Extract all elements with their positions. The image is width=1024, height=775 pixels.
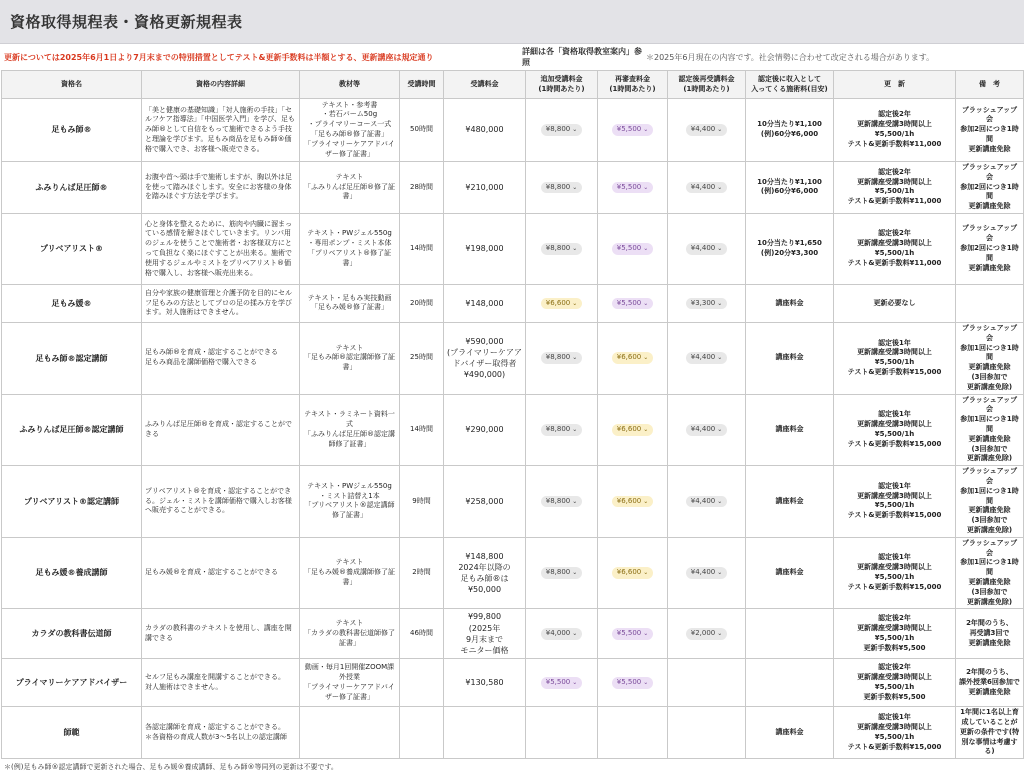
- additional-fee: [526, 609, 598, 659]
- chevron-down-icon: ⌄: [717, 569, 723, 577]
- reexam-fee: [598, 162, 668, 214]
- chevron-down-icon: ⌄: [717, 245, 723, 253]
- additional-fee: [526, 213, 598, 284]
- course-hours: 20時間: [400, 284, 444, 322]
- reexam-fee: [598, 322, 668, 394]
- table-row: [2, 99, 1024, 162]
- fee-badge[interactable]: ¥5,500 ⌄: [612, 182, 654, 194]
- renewal-terms: 認定後2年 更新講座受講3時間以上 ¥5,500/1h テスト&更新手数料¥11,000: [834, 213, 956, 284]
- fee-badge[interactable]: ¥3,300 ⌄: [686, 298, 728, 310]
- additional-fee: [526, 537, 598, 609]
- expected-income: 講座料金: [746, 466, 834, 538]
- course-hours: [400, 659, 444, 707]
- title-bar: [0, 0, 1024, 44]
- chevron-down-icon: ⌄: [572, 497, 578, 505]
- qualification-details: 足もみ師®を育成・認定することができる 足もみ商品を講師価格で購入できる: [142, 322, 300, 394]
- chevron-down-icon: ⌄: [643, 354, 649, 362]
- course-fee: [444, 707, 526, 759]
- remarks: 1年間に1名以上育成していることが更新の条件です(特別な事情は考慮する): [956, 707, 1024, 759]
- qualification-details: 心と身体を整えるために、筋肉や内臓に溜まっている感情を解きほぐしていきます。リンパ用のジェルを使うことで施術者・お客様双方にとって負担なく楽にほぐすことが出来る。施術で使用するジェルやミストをプリベアリスト®価格で購入し、お客様へ販売出来る。: [142, 213, 300, 284]
- chevron-down-icon: ⌄: [572, 245, 578, 253]
- fee-badge[interactable]: ¥4,400 ⌄: [686, 124, 728, 136]
- additional-fee: [526, 162, 598, 214]
- chevron-down-icon: ⌄: [643, 245, 649, 253]
- qualification-name: カラダの教科書伝道師: [2, 609, 142, 659]
- header-notes: 備 考: [956, 71, 1024, 99]
- qualification-details: セルフ足もみ講座を開講することができる。 対人施術はできません。: [142, 659, 300, 707]
- materials: テキスト・足もみ実技動画 「足もみ媛®修了証書」: [300, 284, 400, 322]
- fee-badge[interactable]: ¥5,500 ⌄: [612, 124, 654, 136]
- retake-fee: [668, 707, 746, 759]
- reexam-fee: [598, 537, 668, 609]
- header-details: 資格の内容詳細: [142, 71, 300, 99]
- course-fee: ¥198,000: [444, 213, 526, 284]
- chevron-down-icon: ⌄: [572, 354, 578, 362]
- table-row: [2, 284, 1024, 322]
- additional-fee: [526, 466, 598, 538]
- materials: テキスト・PWジェル550g ・ミスト詰替え1本 「プリベアリスト®認定講師修了証書」: [300, 466, 400, 538]
- fee-badge[interactable]: ¥8,800 ⌄: [541, 182, 583, 194]
- retake-fee: [668, 162, 746, 214]
- chevron-down-icon: ⌄: [572, 299, 578, 307]
- header-fee: 受講料金: [444, 71, 526, 99]
- fee-badge[interactable]: ¥8,800 ⌄: [541, 352, 583, 364]
- fee-badge[interactable]: ¥5,500 ⌄: [612, 298, 654, 310]
- reexam-fee: [598, 284, 668, 322]
- fee-badge[interactable]: ¥5,500 ⌄: [612, 677, 654, 689]
- renewal-terms: 更新必要なし: [834, 284, 956, 322]
- course-fee: ¥148,000: [444, 284, 526, 322]
- chevron-down-icon: ⌄: [572, 425, 578, 433]
- chevron-down-icon: ⌄: [717, 425, 723, 433]
- expected-income: 講座料金: [746, 707, 834, 759]
- materials: テキスト・PWジェル550g ・専用ポンプ・ミスト本体 「プリベアリスト®修了証書」: [300, 213, 400, 284]
- additional-fee: [526, 322, 598, 394]
- additional-fee: [526, 284, 598, 322]
- chevron-down-icon: ⌄: [717, 299, 723, 307]
- table-row: [2, 162, 1024, 214]
- remarks: 2年間のうち、 再受講3回で 更新講座免除: [956, 609, 1024, 659]
- retake-fee: [668, 659, 746, 707]
- remarks: ブラッシュアップ会 参加1回につき1時間 更新講座免除 (3回参加で 更新講座免除): [956, 394, 1024, 466]
- header-reexam-fee: 再審査料金 (1時間あたり): [598, 71, 668, 99]
- qualification-name: プライマリーケアアドバイザー: [2, 659, 142, 707]
- header-qualification: 資格名: [2, 71, 142, 99]
- fee-badge[interactable]: ¥6,600 ⌄: [541, 298, 583, 310]
- header-additional-fee: 追加受講料金 (1時間あたり): [526, 71, 598, 99]
- course-fee: ¥99,800 (2025年 9月末まで モニター価格: [444, 609, 526, 659]
- expected-income: 講座料金: [746, 394, 834, 466]
- qualification-details: プリベアリスト®を育成・認定することができる。ジェル・ミストを講師価格で購入しお客様へ販売することができる。: [142, 466, 300, 538]
- materials: テキスト・ラミネート資料一式 「ふみりんば足圧師®認定講師修了証書」: [300, 394, 400, 466]
- renewal-terms: 認定後1年 更新講座受講3時間以上 ¥5,500/1h テスト&更新手数料¥15,000: [834, 394, 956, 466]
- fee-badge[interactable]: ¥8,800 ⌄: [541, 124, 583, 136]
- reexam-fee: [598, 609, 668, 659]
- table-row: [2, 537, 1024, 609]
- fee-badge[interactable]: ¥4,400 ⌄: [686, 496, 728, 508]
- materials: テキスト 「ふみりんば足圧師®修了証書」: [300, 162, 400, 214]
- chevron-down-icon: ⌄: [643, 299, 649, 307]
- course-fee: ¥148,800 2024年以降の 足もみ師®は ¥50,000: [444, 537, 526, 609]
- retake-fee: [668, 322, 746, 394]
- course-hours: 9時間: [400, 466, 444, 538]
- table-row: [2, 322, 1024, 394]
- detail-reference: 詳細は各「資格取得教室案内」参照: [522, 47, 642, 67]
- course-hours: 14時間: [400, 213, 444, 284]
- reexam-fee: [598, 99, 668, 162]
- as-of-note: ＊2025年6月現在の内容です。社会情勢に合わせて改定される場合があります。: [646, 52, 935, 62]
- fee-badge[interactable]: ¥6,600 ⌄: [612, 496, 654, 508]
- additional-fee: [526, 99, 598, 162]
- chevron-down-icon: ⌄: [572, 569, 578, 577]
- fee-badge[interactable]: ¥5,500 ⌄: [612, 243, 654, 255]
- chevron-down-icon: ⌄: [717, 354, 723, 362]
- remarks: ブラッシュアップ会 参加1回につき1時間 更新講座免除 (3回参加で 更新講座免除): [956, 466, 1024, 538]
- chevron-down-icon: ⌄: [643, 678, 649, 686]
- expected-income: 講座料金: [746, 284, 834, 322]
- qualification-name: プリベアリスト®認定講師: [2, 466, 142, 538]
- chevron-down-icon: ⌄: [572, 678, 578, 686]
- course-fee: ¥590,000 (プライマリーケアアドバイザー取得者¥490,000): [444, 322, 526, 394]
- renewal-terms: 認定後2年 更新講座受講3時間以上 ¥5,500/1h テスト&更新手数料¥11,000: [834, 162, 956, 214]
- fee-badge[interactable]: ¥8,800 ⌄: [541, 424, 583, 436]
- chevron-down-icon: ⌄: [643, 425, 649, 433]
- fee-badge[interactable]: ¥4,400 ⌄: [686, 567, 728, 579]
- chevron-down-icon: ⌄: [717, 497, 723, 505]
- fee-badge[interactable]: ¥6,600 ⌄: [612, 567, 654, 579]
- chevron-down-icon: ⌄: [572, 126, 578, 134]
- retake-fee: [668, 537, 746, 609]
- fee-badge[interactable]: ¥4,400 ⌄: [686, 352, 728, 364]
- chevron-down-icon: ⌄: [643, 569, 649, 577]
- chevron-down-icon: ⌄: [572, 183, 578, 191]
- notice-bar: [0, 44, 1024, 70]
- header-materials: 教材等: [300, 71, 400, 99]
- expected-income: 講座料金: [746, 537, 834, 609]
- chevron-down-icon: ⌄: [643, 183, 649, 191]
- chevron-down-icon: ⌄: [643, 629, 649, 637]
- expected-income: 10分当たり¥1,100 (例)60分¥6,000: [746, 162, 834, 214]
- course-hours: 50時間: [400, 99, 444, 162]
- fee-badge[interactable]: ¥8,800 ⌄: [541, 567, 583, 579]
- fee-badge[interactable]: ¥4,400 ⌄: [686, 243, 728, 255]
- additional-fee: [526, 394, 598, 466]
- materials: 動画・毎月1回開催ZOOM課外授業 「プライマリーケアアドバイザー修了証書」: [300, 659, 400, 707]
- renewal-terms: 認定後1年 更新講座受講3時間以上 ¥5,500/1h テスト&更新手数料¥15,000: [834, 537, 956, 609]
- fee-badge[interactable]: ¥8,800 ⌄: [541, 496, 583, 508]
- qualification-details: ふみりんば足圧師®を育成・認定することができる: [142, 394, 300, 466]
- materials: [300, 707, 400, 759]
- qualification-details: 自分や家族の健康管理と介護予防を目的にセルフ足もみの方法としてプロの足の揉み方を学びます。対人施術はできません。: [142, 284, 300, 322]
- chevron-down-icon: ⌄: [717, 629, 723, 637]
- remarks: [956, 284, 1024, 322]
- table-row: [2, 707, 1024, 759]
- renewal-terms: 認定後1年 更新講座受講3時間以上 ¥5,500/1h テスト&更新手数料¥15,000: [834, 707, 956, 759]
- qualification-details: 各認定講師を育成・認定することができる。 ＊各資格の育成人数が3～5名以上の認定講師: [142, 707, 300, 759]
- footnote: ＊(例)足もみ師®認定講師で更新された場合、足もみ媛®養成講師、足もみ師®等同列の更新は不要です。: [4, 763, 338, 772]
- retake-fee: [668, 609, 746, 659]
- qualification-details: 足もみ媛®を育成・認定することができる: [142, 537, 300, 609]
- fee-badge[interactable]: ¥4,000 ⌄: [541, 628, 583, 640]
- materials: テキスト 「足もみ媛®養成講師修了証書」: [300, 537, 400, 609]
- special-measure-notice: 更新については2025年6月1日より7月末までの特別措置としてテスト&更新手数料は半額とする、更新講座は規定通り: [4, 52, 434, 62]
- expected-income: [746, 609, 834, 659]
- course-hours: 14時間: [400, 394, 444, 466]
- course-hours: [400, 707, 444, 759]
- chevron-down-icon: ⌄: [717, 126, 723, 134]
- remarks: ブラッシュアップ会 参加1回につき1時間 更新講座免除 (3回参加で 更新講座免除): [956, 322, 1024, 394]
- retake-fee: [668, 466, 746, 538]
- chevron-down-icon: ⌄: [643, 497, 649, 505]
- renewal-terms: 認定後2年 更新講座受講3時間以上 ¥5,500/1h テスト&更新手数料¥11,000: [834, 99, 956, 162]
- course-fee: ¥258,000: [444, 466, 526, 538]
- page-title: 資格取得規程表・資格更新規程表: [10, 13, 243, 31]
- renewal-terms: 認定後2年 更新講座受講3時間以上 ¥5,500/1h 更新手数料¥5,500: [834, 659, 956, 707]
- header-retake-fee: 認定後再受講料金 (1時間あたり): [668, 71, 746, 99]
- renewal-terms: 認定後2年 更新講座受講3時間以上 ¥5,500/1h 更新手数料¥5,500: [834, 609, 956, 659]
- course-hours: 46時間: [400, 609, 444, 659]
- qualification-name: プリベアリスト®: [2, 213, 142, 284]
- qualification-name: ふみりんば足圧師®認定講師: [2, 394, 142, 466]
- qualification-details: カラダの教科書のテキストを使用し、講座を開講できる: [142, 609, 300, 659]
- qualification-details: 「美と健康の基礎知識」「対人施術の手技」「セルフケア指導法」「中国医学入門」を学び、足もみ師®として自信をもって施術できるよう手技と理論を学びます。足もみ商品を足もみ師®価格で購入でき、お客様へ販売できる。: [142, 99, 300, 162]
- course-fee: ¥480,000: [444, 99, 526, 162]
- expected-income: 10分当たり¥1,650 (例)20分¥3,300: [746, 213, 834, 284]
- reexam-fee: [598, 466, 668, 538]
- header-hours: 受講時間: [400, 71, 444, 99]
- chevron-down-icon: ⌄: [643, 126, 649, 134]
- fee-badge[interactable]: ¥4,400 ⌄: [686, 424, 728, 436]
- reexam-fee: [598, 707, 668, 759]
- course-fee: ¥210,000: [444, 162, 526, 214]
- course-fee: ¥290,000: [444, 394, 526, 466]
- materials: テキスト 「カラダの教科書伝道師修了証書」: [300, 609, 400, 659]
- remarks: ブラッシュアップ会 参加2回につき1時間 更新講座免除: [956, 213, 1024, 284]
- table-row: [2, 659, 1024, 707]
- course-hours: 25時間: [400, 322, 444, 394]
- expected-income: 10分当たり¥1,100 (例)60分¥6,000: [746, 99, 834, 162]
- renewal-terms: 認定後1年 更新講座受講3時間以上 ¥5,500/1h テスト&更新手数料¥15,000: [834, 322, 956, 394]
- materials: テキスト・参考書 ・若石バーム50g ・プライマリーコース一式 「足もみ師®修了証書」 「プライマリーケアアドバイザー修了証書」: [300, 99, 400, 162]
- fee-badge[interactable]: ¥2,000 ⌄: [686, 628, 728, 640]
- retake-fee: [668, 99, 746, 162]
- additional-fee: [526, 707, 598, 759]
- qualification-details: お腹や首～頭は手で施術しますが、胸以外は足を使って踏みほぐします。安全にお客様の身体を踏みほぐす方法を学びます。: [142, 162, 300, 214]
- remarks: ブラッシュアップ会 参加1回につき1時間 更新講座免除 (3回参加で 更新講座免除): [956, 537, 1024, 609]
- retake-fee: [668, 284, 746, 322]
- expected-income: [746, 659, 834, 707]
- chevron-down-icon: ⌄: [572, 629, 578, 637]
- fee-badge[interactable]: ¥6,600 ⌄: [612, 352, 654, 364]
- table-row: [2, 394, 1024, 466]
- chevron-down-icon: ⌄: [717, 183, 723, 191]
- remarks: 2年間のうち、 課外授業6回参加で 更新講座免除: [956, 659, 1024, 707]
- additional-fee: [526, 659, 598, 707]
- table-row: [2, 213, 1024, 284]
- course-fee: ¥130,580: [444, 659, 526, 707]
- header-income: 認定後に収入として 入ってくる施術料(目安): [746, 71, 834, 99]
- reexam-fee: [598, 213, 668, 284]
- fee-badge[interactable]: ¥4,400 ⌄: [686, 182, 728, 194]
- header-renewal: 更 新: [834, 71, 956, 99]
- qualification-name: 足もみ師®認定講師: [2, 322, 142, 394]
- table-row: [2, 609, 1024, 659]
- regulation-table: [1, 70, 1024, 759]
- qualification-name: 足もみ媛®養成講師: [2, 537, 142, 609]
- course-hours: 2時間: [400, 537, 444, 609]
- fee-badge[interactable]: ¥5,500 ⌄: [612, 628, 654, 640]
- fee-badge[interactable]: ¥8,800 ⌄: [541, 243, 583, 255]
- course-hours: 28時間: [400, 162, 444, 214]
- materials: テキスト 「足もみ師®認定講師修了証書」: [300, 322, 400, 394]
- qualification-name: 足もみ媛®: [2, 284, 142, 322]
- expected-income: 講座料金: [746, 322, 834, 394]
- retake-fee: [668, 213, 746, 284]
- reexam-fee: [598, 394, 668, 466]
- renewal-terms: 認定後1年 更新講座受講3時間以上 ¥5,500/1h テスト&更新手数料¥15,000: [834, 466, 956, 538]
- qualification-name: 師範: [2, 707, 142, 759]
- qualification-name: 足もみ師®: [2, 99, 142, 162]
- table-row: [2, 466, 1024, 538]
- remarks: ブラッシュアップ会 参加2回につき1時間 更新講座免除: [956, 99, 1024, 162]
- fee-badge[interactable]: ¥5,500 ⌄: [541, 677, 583, 689]
- remarks: ブラッシュアップ会 参加2回につき1時間 更新講座免除: [956, 162, 1024, 214]
- qualification-name: ふみりんば足圧師®: [2, 162, 142, 214]
- table-header-row: [2, 71, 1024, 99]
- reexam-fee: [598, 659, 668, 707]
- fee-badge[interactable]: ¥6,600 ⌄: [612, 424, 654, 436]
- retake-fee: [668, 394, 746, 466]
